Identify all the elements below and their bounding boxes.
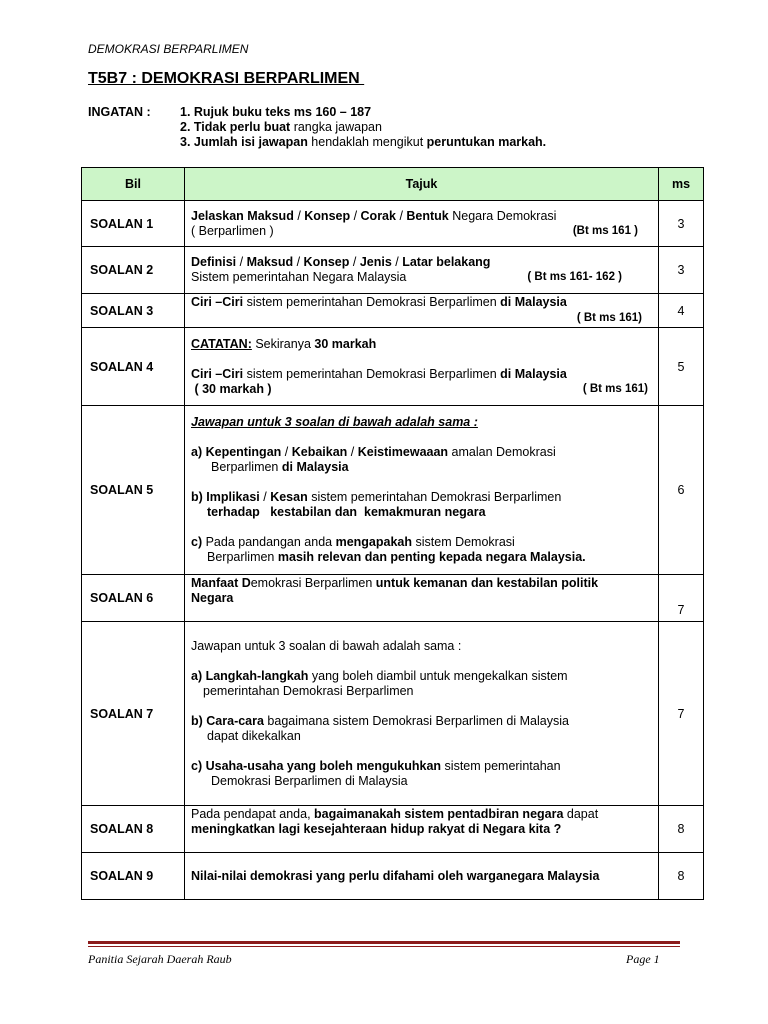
note-item-2-rest: rangka jawapan [290, 120, 382, 134]
text: / [395, 208, 407, 223]
note-item-3-end: peruntukan markah. [426, 135, 547, 149]
row-tajuk [185, 853, 659, 900]
text-bold: Bentuk [406, 208, 449, 223]
text-bold: Konsep [303, 255, 350, 269]
row-ms: 8 [659, 853, 704, 900]
header-ms: ms [659, 168, 704, 201]
notes-label: INGATAN : [88, 105, 151, 119]
row-bil: SOALAN 8 [82, 806, 185, 853]
table-row [82, 622, 704, 806]
row-tajuk [185, 247, 659, 294]
row-bil: SOALAN 9 [82, 853, 185, 900]
text: pemerintahan Demokrasi Berparlimen [203, 683, 414, 698]
text-bold: masih relevan dan penting kepada negara Malaysia. [277, 550, 586, 564]
text-bold: b) Cara-cara [191, 713, 264, 728]
text-bold: Konsep [304, 208, 351, 223]
footer-divider-thick [88, 941, 680, 944]
text: ( Berparlimen ) [191, 223, 274, 238]
text: sistem pemerintahan Demokrasi Berparlimen [243, 295, 501, 309]
row-ms: 3 [659, 247, 704, 294]
text: sistem pemerintahan [441, 758, 561, 773]
text: sistem pemerintahan Demokrasi Berparlimen [307, 490, 562, 504]
page-reference: ( Bt ms 161) [582, 382, 648, 395]
text: sistem pemerintahan Demokrasi Berparlimen [243, 366, 501, 381]
text-bold: di Malaysia [281, 460, 349, 474]
text: / [259, 490, 271, 504]
text: / [236, 255, 247, 269]
text-bold: Jenis [359, 255, 392, 269]
text: / [391, 255, 403, 269]
row-bil: SOALAN 1 [82, 201, 185, 247]
table-row [82, 328, 704, 406]
text-bold: untuk kemanan dan kestabilan politik [375, 576, 599, 590]
text-bold: ( 30 markah ) [191, 381, 272, 396]
table-row [82, 247, 704, 294]
document-title: T5B7 : DEMOKRASI BERPARLIMEN [88, 70, 365, 87]
row-bil: SOALAN 4 [82, 328, 185, 406]
text: Negara Demokrasi [448, 208, 557, 223]
row-ms: 7 [659, 622, 704, 806]
row-ms: 4 [659, 294, 704, 328]
row-bil: SOALAN 5 [82, 406, 185, 575]
table-row [82, 575, 704, 622]
row-tajuk [185, 406, 659, 575]
text-bold: c) [191, 535, 203, 549]
text-bold: Kesan [270, 490, 308, 504]
text-bold: a) Kepentingan [191, 445, 282, 459]
text: dapat dikekalkan [207, 728, 301, 743]
text: yang boleh diambil untuk mengekalkan sistem [308, 668, 568, 683]
text-bold: c) Usaha-usaha yang boleh mengukuhkan [191, 758, 442, 773]
text: Sistem pemerintahan Negara Malaysia [191, 270, 407, 284]
text-bold: Latar belakang [402, 255, 491, 269]
notes-row-2 [88, 120, 546, 135]
table-row [82, 853, 704, 900]
note-item-2-bold: 2. Tidak perlu buat [180, 120, 291, 134]
text-bold: Keistimewaaan [357, 445, 449, 459]
question-table [81, 167, 704, 900]
text: bagaimana sistem Demokrasi Berparlimen di Malaysia [263, 713, 569, 728]
page-number: Page 1 [626, 952, 660, 966]
row-tajuk [185, 294, 659, 328]
text-underlined: CATATAN: [191, 336, 252, 351]
header-bil: Bil [82, 168, 185, 201]
row-tajuk [185, 328, 659, 406]
table-row [82, 201, 704, 247]
text-bold: a) Langkah-langkah [191, 668, 309, 683]
page-reference: (Bt ms 161 ) [572, 224, 638, 237]
table-row [82, 294, 704, 328]
row-ms: 6 [659, 406, 704, 575]
text-intro: Jawapan untuk 3 soalan di bawah adalah sama : [191, 638, 462, 653]
row-bil: SOALAN 2 [82, 247, 185, 294]
row-ms: 5 [659, 328, 704, 406]
table-row [82, 406, 704, 575]
text: / [293, 208, 305, 223]
note-item-1: 1. Rujuk buku teks ms 160 – 187 [180, 105, 372, 119]
row-ms: 3 [659, 201, 704, 247]
text-bold: Negara [191, 591, 234, 605]
row-tajuk [185, 575, 659, 622]
text-bold: Kebaikan [291, 445, 348, 459]
text: Berparlimen [207, 550, 278, 564]
text-bold: terhadap kestabilan dan kemakmuran negara [207, 505, 486, 519]
text-bold: Ciri –Ciri [191, 295, 244, 309]
footer-divider-thin [88, 946, 680, 947]
text-bold: 30 markah [314, 336, 377, 351]
notes-row-1 [88, 105, 546, 120]
page-reference: ( Bt ms 161- 162 ) [527, 271, 622, 283]
row-bil: SOALAN 3 [82, 294, 185, 328]
text: / [349, 255, 360, 269]
row-ms: 7 [659, 575, 704, 622]
text: / [350, 208, 361, 223]
text: amalan Demokrasi [448, 445, 556, 459]
text-bold: Nilai-nilai demokrasi yang perlu difahami oleh warganegara Malaysia [191, 868, 600, 883]
text: / [281, 445, 292, 459]
note-item-3-mid: hendaklah mengikut [307, 135, 427, 149]
text-bold: Definisi [191, 255, 237, 269]
row-bil: SOALAN 7 [82, 622, 185, 806]
text-bold: b) Implikasi [191, 490, 260, 504]
text-bold: Manfaat D [191, 576, 251, 590]
text: / [293, 255, 304, 269]
row-tajuk [185, 806, 659, 853]
text-bold: Jelaskan Maksud [191, 208, 294, 223]
text-bold: di Malaysia [500, 366, 567, 381]
text-bold: meningkatkan lagi kesejahteraan hidup rakyat di Negara kita ? [191, 822, 562, 836]
row-bil: SOALAN 6 [82, 575, 185, 622]
text: Sekiranya [251, 336, 315, 351]
text: Pada pandangan anda [202, 535, 336, 549]
row-tajuk [185, 622, 659, 806]
notes-block [88, 105, 546, 150]
text-bold: di Malaysia [500, 295, 567, 309]
text-bold: Maksud [246, 255, 294, 269]
text: Berparlimen [211, 460, 282, 474]
row-ms: 8 [659, 806, 704, 853]
notes-row-3 [88, 135, 546, 150]
text-bold: bagaimanakah sistem pentadbiran negara [314, 807, 564, 821]
text: Pada pendapat anda, [191, 807, 315, 821]
text: emokrasi Berparlimen [250, 576, 376, 590]
text-bold: Ciri –Ciri [191, 366, 244, 381]
text: sistem Demokrasi [412, 535, 515, 549]
text: / [347, 445, 358, 459]
row-tajuk [185, 201, 659, 247]
running-header: DEMOKRASI BERPARLIMEN [88, 42, 249, 56]
text-bold: Corak [360, 208, 396, 223]
text: Demokrasi Berparlimen di Malaysia [211, 773, 408, 788]
text: dapat [563, 807, 599, 821]
table-header-row [82, 168, 704, 201]
page-reference: ( Bt ms 161) [576, 312, 642, 324]
text-intro: Jawapan untuk 3 soalan di bawah adalah sama : [191, 415, 478, 429]
header-tajuk: Tajuk [185, 168, 659, 201]
table-row [82, 806, 704, 853]
footer-left-text: Panitia Sejarah Daerah Raub [88, 952, 232, 966]
text-bold: mengapakah [335, 535, 413, 549]
note-item-3-bold: 3. Jumlah isi jawapan [180, 135, 308, 149]
